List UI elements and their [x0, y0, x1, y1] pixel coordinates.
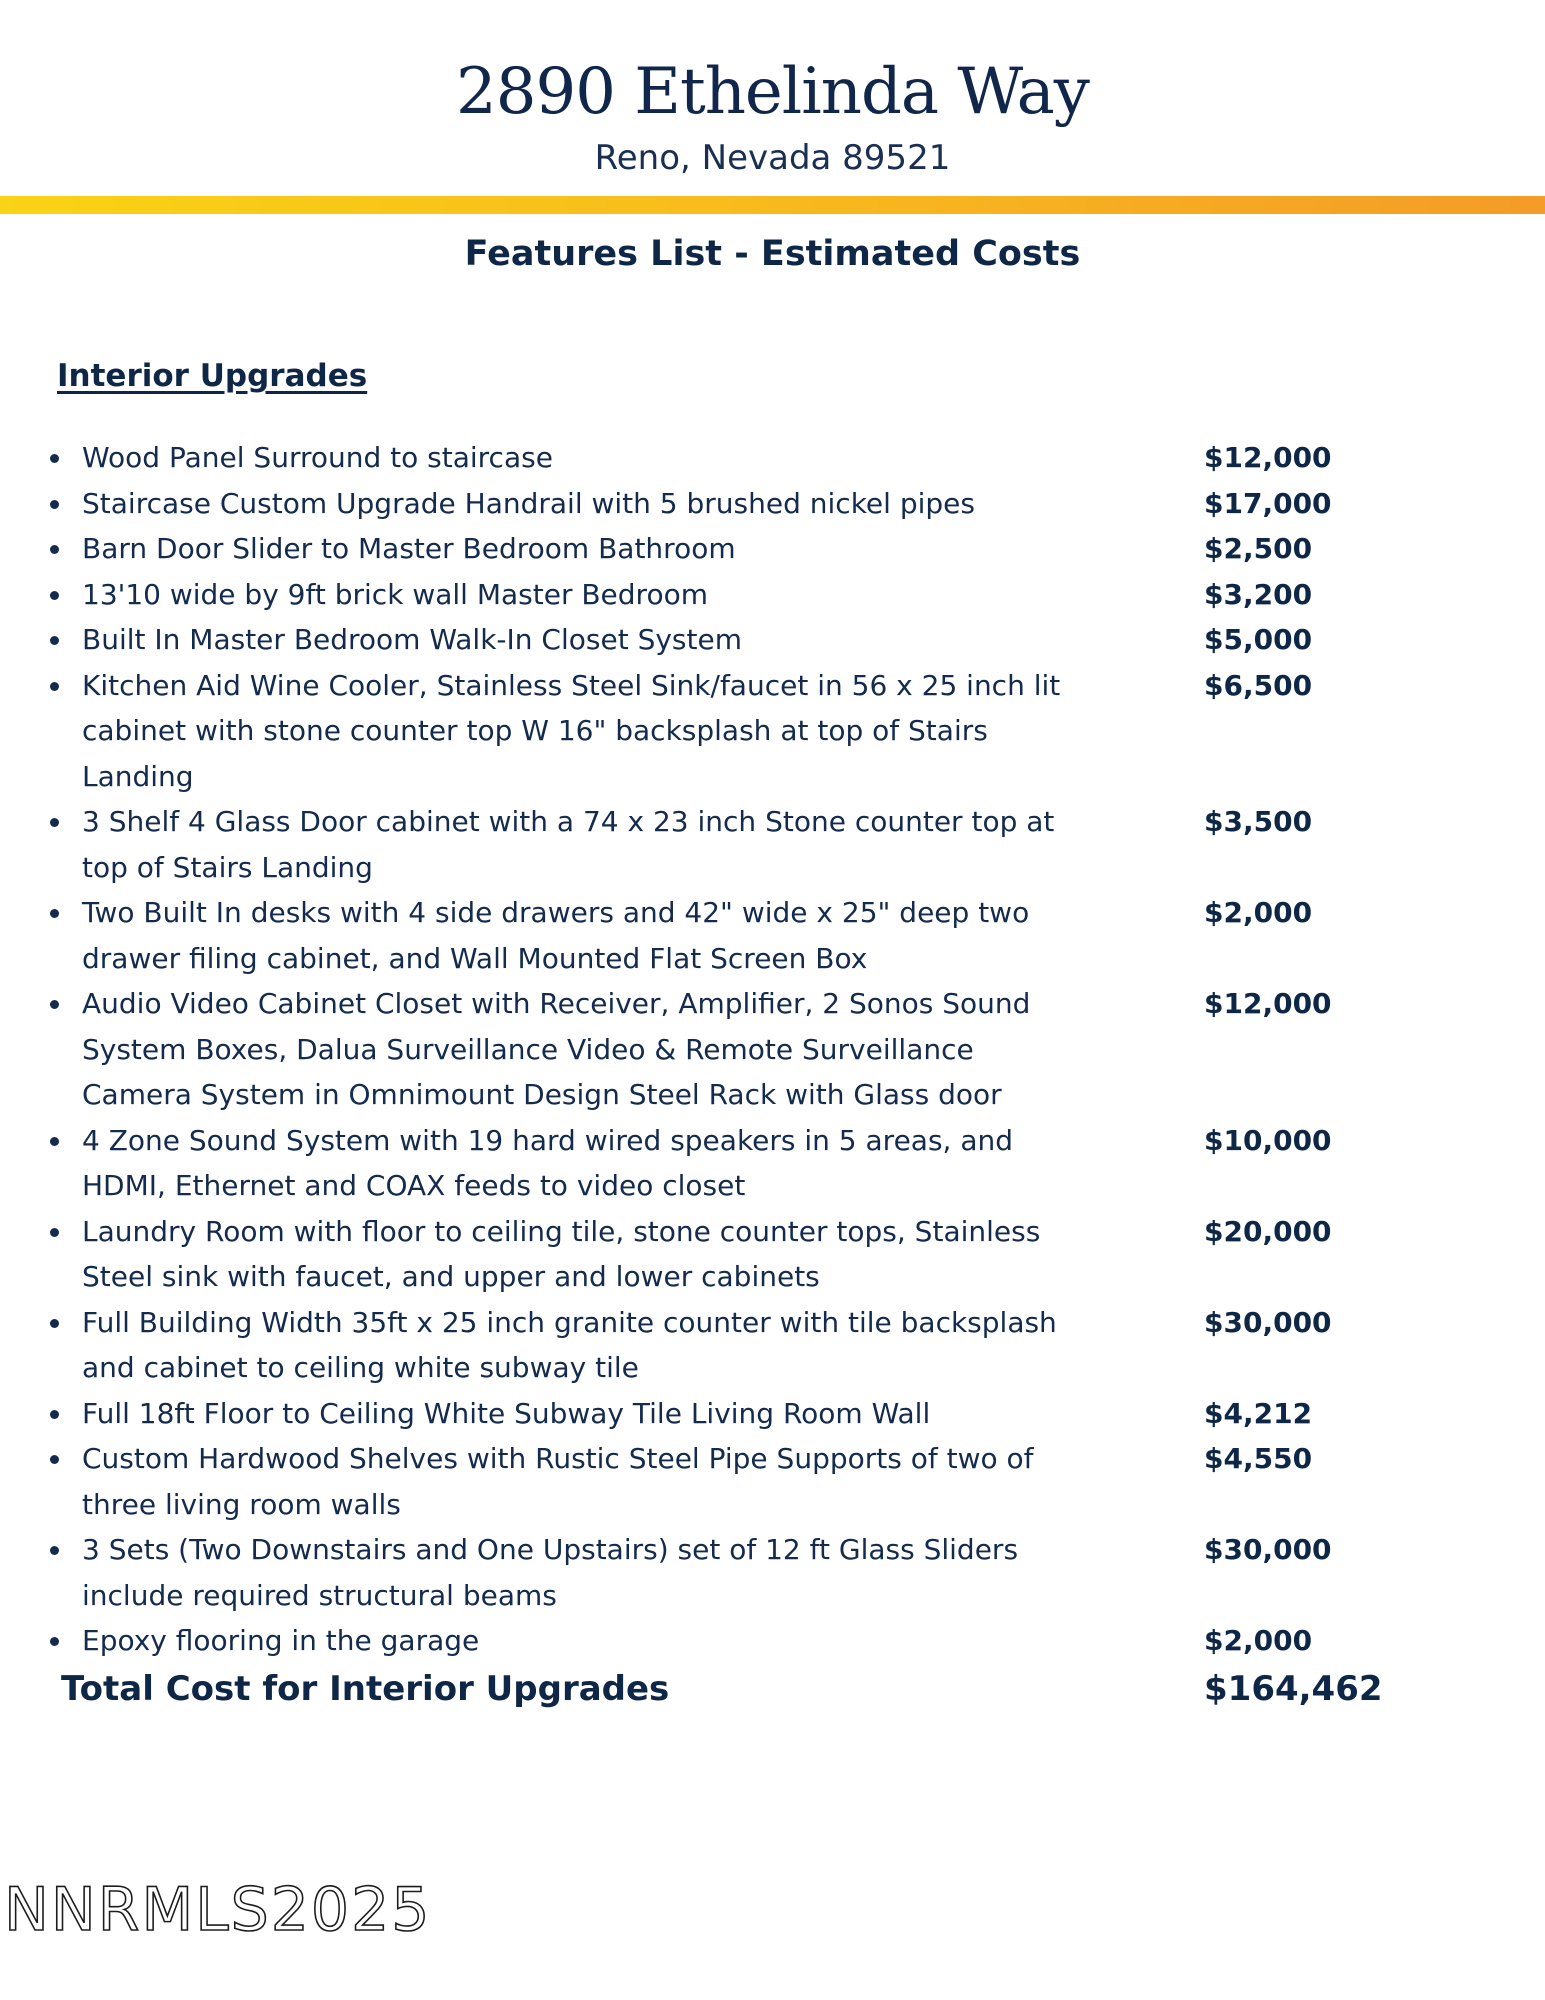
feature-cost: $4,212 — [1204, 1396, 1313, 1430]
bullet-icon — [0, 435, 82, 481]
feature-item — [0, 526, 1545, 572]
bullet-icon — [0, 1436, 82, 1482]
feature-cost: $10,000 — [1204, 1123, 1332, 1157]
feature-item — [0, 1300, 1545, 1391]
feature-item — [0, 1118, 1545, 1209]
feature-description: 13'10 wide by 9ft brick wall Master Bedroom — [82, 577, 708, 611]
feature-description: Barn Door Slider to Master Bedroom Bathroom — [82, 532, 736, 565]
bullet-icon — [0, 1209, 82, 1255]
feature-description: Staircase Custom Upgrade Handrail with 5 brushed nickel pipes — [82, 486, 975, 520]
feature-item — [0, 435, 1545, 481]
bullet-icon — [0, 617, 82, 663]
feature-cost: $2,000 — [1204, 1624, 1313, 1657]
feature-cost: $30,000 — [1204, 1533, 1332, 1566]
feature-cost: $5,000 — [1204, 623, 1313, 656]
feature-item — [0, 663, 1545, 800]
feature-cost: $12,000 — [1204, 441, 1332, 474]
bullet-icon — [0, 1618, 82, 1664]
feature-item — [0, 1618, 1545, 1664]
feature-cost: $2,500 — [1204, 532, 1313, 565]
feature-description: Audio Video Cabinet Closet with Receiver, Amplifier, 2 Sonos Sound System Boxes, Dalua Surveillance Video & Remote Surveillance Camera System in Omnimount Design Steel Rack with Glass door — [82, 987, 1031, 1111]
feature-description: Laundry Room with floor to ceiling tile, stone counter tops, Stainless Steel sink with faucet, and upper and lower cabinets — [82, 1214, 1041, 1293]
feature-description: Wood Panel Surround to staircase — [82, 441, 553, 474]
feature-item — [0, 799, 1545, 890]
mls-watermark: NNRMLS2025 — [4, 1875, 432, 1945]
feature-description: Kitchen Aid Wine Cooler, Stainless Steel Sink/faucet in 56 x 25 inch lit cabinet with stone counter top W 16" backsplash at top of Stairs Landing — [82, 668, 1061, 793]
bullet-icon — [0, 572, 82, 618]
feature-item — [0, 617, 1545, 663]
bullet-icon — [0, 526, 82, 572]
accent-divider-bar — [0, 196, 1545, 214]
bullet-icon — [0, 890, 82, 936]
property-city-line: Reno, Nevada 89521 — [594, 138, 951, 178]
feature-description: Full Building Width 35ft x 25 inch granite counter with tile backsplash and cabinet to ceiling white subway tile — [82, 1305, 1057, 1384]
feature-cost: $30,000 — [1204, 1305, 1332, 1339]
features-list-heading: Features List - Estimated Costs — [464, 234, 1081, 274]
feature-cost: $3,500 — [1204, 805, 1313, 838]
bullet-icon — [0, 1300, 82, 1346]
feature-cost: $12,000 — [1204, 987, 1332, 1020]
feature-cost: $17,000 — [1204, 486, 1332, 520]
bullet-icon — [0, 1118, 82, 1164]
feature-item — [0, 1527, 1545, 1618]
feature-item — [0, 1436, 1545, 1527]
feature-item — [0, 1391, 1545, 1437]
feature-description: Full 18ft Floor to Ceiling White Subway Tile Living Room Wall — [82, 1396, 931, 1430]
feature-description: Custom Hardwood Shelves with Rustic Steel Pipe Supports of two of three living room walls — [82, 1442, 1034, 1521]
feature-item — [0, 1209, 1545, 1300]
feature-description: Epoxy flooring in the garage — [82, 1624, 480, 1657]
feature-cost: $2,000 — [1204, 896, 1313, 929]
feature-description: Two Built In desks with 4 side drawers and 42" wide x 25" deep two drawer filing cabinet, and Wall Mounted Flat Screen Box — [82, 896, 1030, 975]
total-cost-label: Total Cost for Interior Upgrades — [61, 1669, 670, 1709]
total-cost-value: $164,462 — [1204, 1669, 1383, 1709]
feature-item — [0, 481, 1545, 527]
category-heading-interior-upgrades: Interior Upgrades — [57, 358, 368, 394]
feature-cost: $3,200 — [1204, 577, 1313, 611]
bullet-icon — [0, 663, 82, 709]
feature-cost: $20,000 — [1204, 1214, 1332, 1248]
feature-item — [0, 981, 1545, 1118]
bullet-icon — [0, 799, 82, 845]
feature-cost: $4,550 — [1204, 1442, 1313, 1475]
bullet-icon — [0, 1391, 82, 1437]
feature-description: Built In Master Bedroom Walk-In Closet System — [82, 623, 742, 656]
bullet-icon — [0, 481, 82, 527]
feature-description: 4 Zone Sound System with 19 hard wired speakers in 5 areas, and HDMI, Ethernet and COAX feeds to video closet — [82, 1123, 1014, 1202]
bullet-icon — [0, 1527, 82, 1573]
feature-cost: $6,500 — [1204, 668, 1313, 702]
feature-description: 3 Shelf 4 Glass Door cabinet with a 74 x 23 inch Stone counter top at top of Stairs Landing — [82, 805, 1055, 884]
features-list — [0, 435, 1545, 1664]
feature-item — [0, 572, 1545, 618]
property-address-title: 2890 Ethelinda Way — [456, 55, 1089, 129]
feature-item — [0, 890, 1545, 981]
bullet-icon — [0, 981, 82, 1027]
feature-description: 3 Sets (Two Downstairs and One Upstairs) set of 12 ft Glass Sliders include required structural beams — [82, 1533, 1019, 1612]
